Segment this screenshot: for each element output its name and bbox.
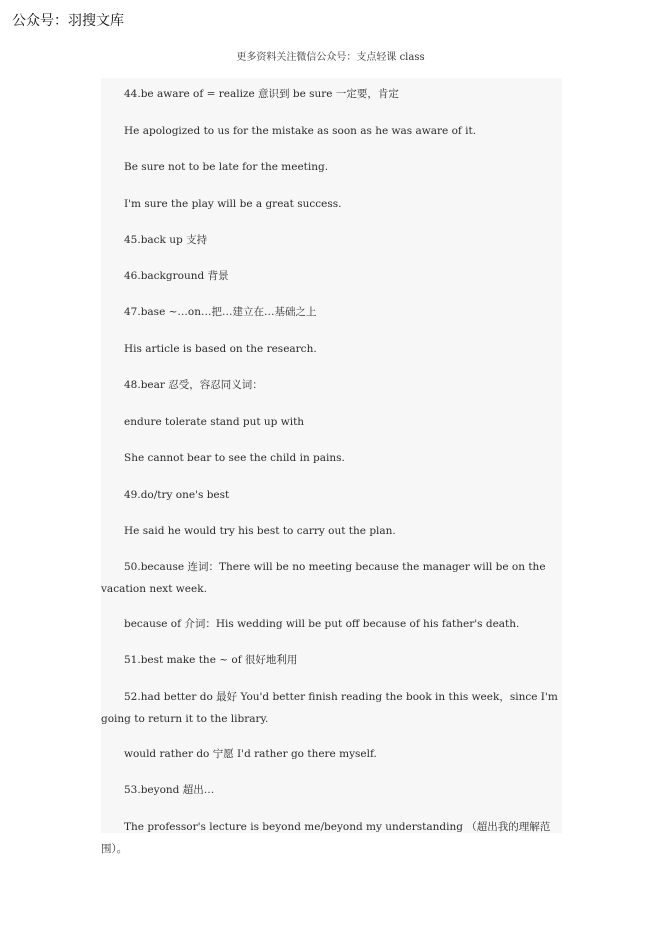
paragraph: Be sure not to be late for the meeting. <box>124 161 329 173</box>
paragraph: 51.best make the ~ of 很好地利用 <box>124 654 298 666</box>
paragraph: 49.do/try one's best <box>124 489 230 501</box>
paragraph: 44.be aware of = realize 意识到 be sure 一定要，肯定 <box>124 88 399 100</box>
watermark-text: 公众号：羽搜文库 <box>12 13 124 29</box>
paragraph: because of 介词：His wedding will be put off because of his father's death. <box>124 618 520 630</box>
paragraph: 48.bear 忍受，容忍同义词： <box>124 379 263 391</box>
paragraph: 52.had better do 最好 You'd better finish reading the book in this week，since I'm going to return it to the library. <box>101 691 558 725</box>
page-header: 更多资料关注微信公众号：支点轻课 class <box>236 52 425 63</box>
paragraph: 45.back up 支持 <box>124 234 208 246</box>
paragraph: His article is based on the research. <box>124 343 317 355</box>
paragraph: I'm sure the play will be a great success. <box>124 198 342 210</box>
paragraph: 53.beyond 超出… <box>124 784 215 796</box>
paragraph: endure tolerate stand put up with <box>124 416 305 428</box>
paragraph: The professor's lecture is beyond me/beyond my understanding （超出我的理解范围）。 <box>101 821 551 855</box>
paragraph: 47.base ~…on…把…建立在…基础之上 <box>124 306 317 318</box>
paragraph: 50.because 连词：There will be no meeting because the manager will be on the vacation next week. <box>101 561 546 595</box>
paragraph: He apologized to us for the mistake as soon as he was aware of it. <box>124 125 477 137</box>
paragraph: 46.background 背景 <box>124 270 229 282</box>
paragraph: would rather do 宁愿 I'd rather go there myself. <box>124 748 377 760</box>
paragraph: She cannot bear to see the child in pains. <box>124 452 345 464</box>
paragraph: He said he would try his best to carry out the plan. <box>124 525 396 537</box>
